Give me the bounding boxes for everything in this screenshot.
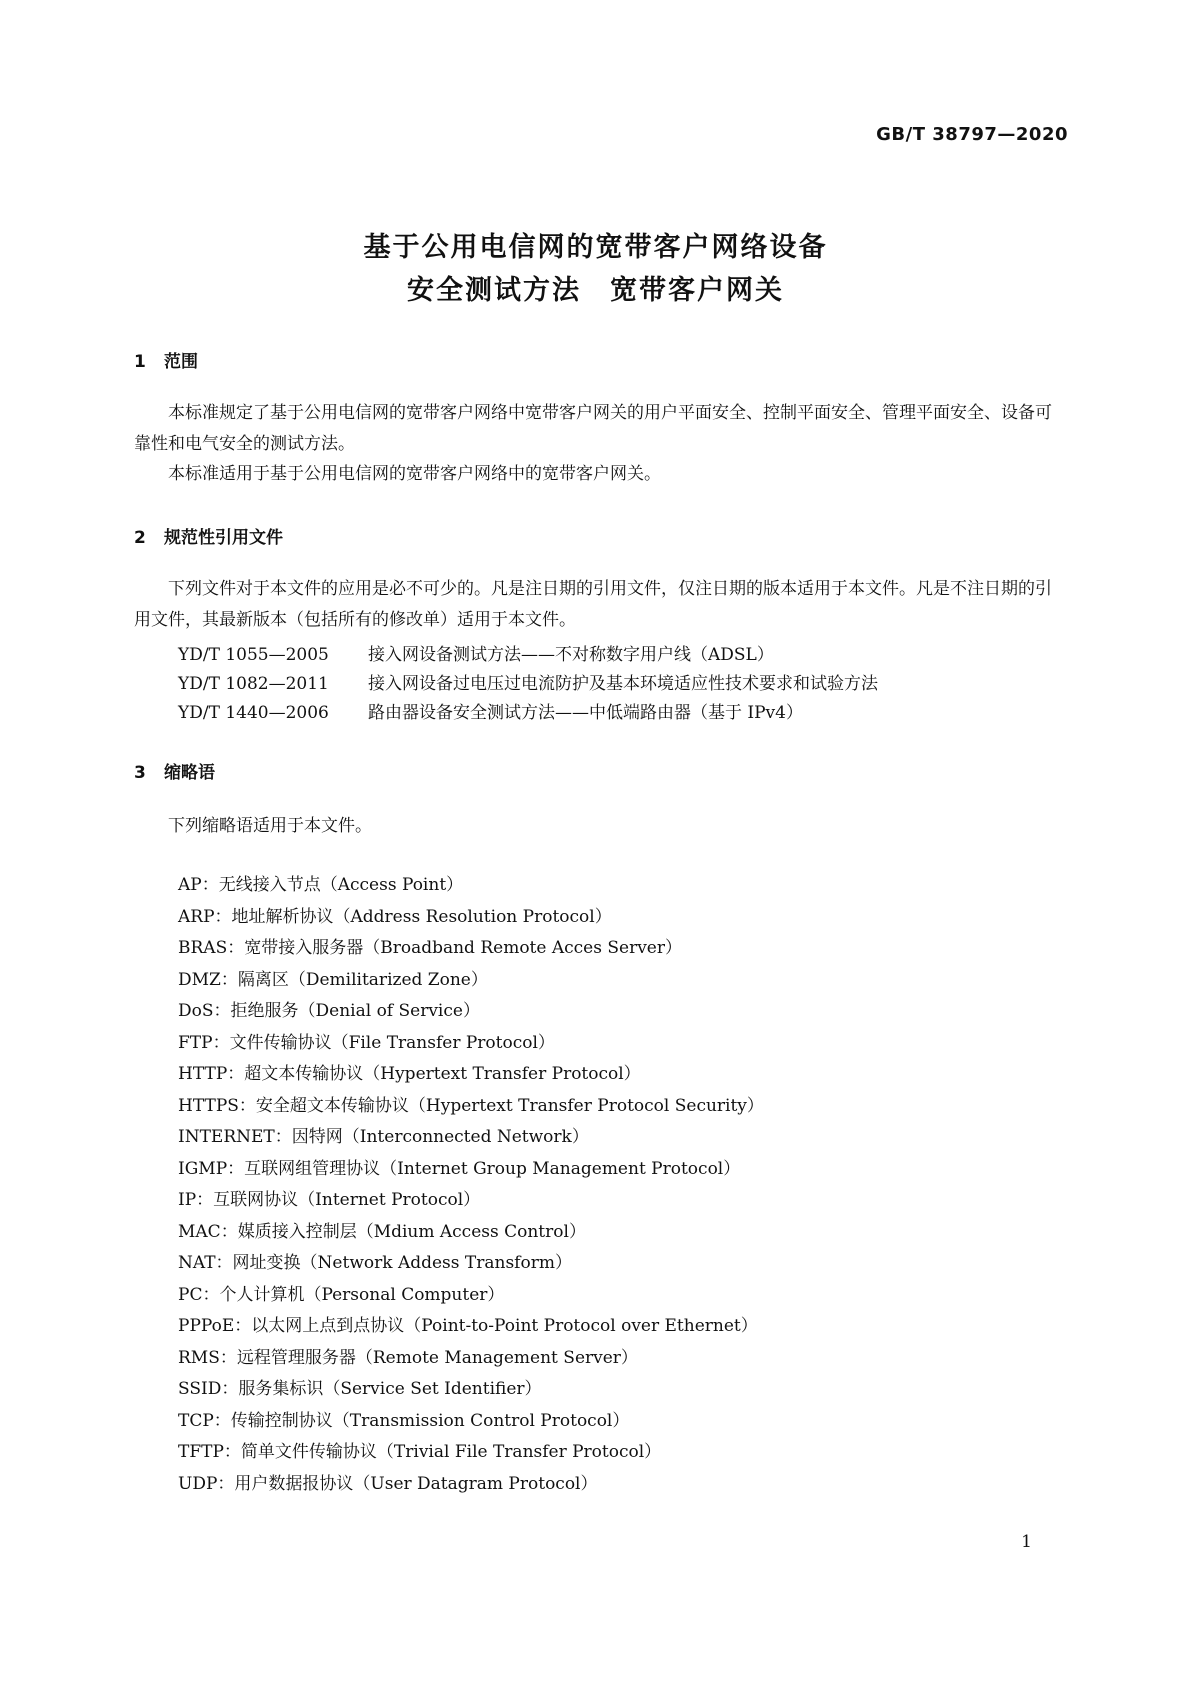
abbreviation-item: UDP：用户数据报协议（User Datagram Protocol）	[178, 1473, 598, 1494]
reference-code: YD/T 1082—2011	[178, 674, 329, 694]
section-3-number: 3	[134, 763, 146, 783]
document-title	[0, 226, 1191, 312]
abbreviation-item: IP：互联网协议（Internet Protocol）	[178, 1190, 481, 1210]
abbreviation-item: BRAS：宽带接入服务器（Broadband Remote Acces Server）	[178, 938, 682, 958]
abbreviation-item: ARP：地址解析协议（Address Resolution Protocol）	[178, 906, 612, 927]
abbreviation-item: HTTPS：安全超文本传输协议（Hypertext Transfer Protocol Security）	[178, 1095, 764, 1116]
page-number: 1	[1021, 1532, 1032, 1552]
abbreviation-item: DoS：拒绝服务（Denial of Service）	[178, 1001, 480, 1021]
section-2-number: 2	[134, 528, 146, 548]
abbreviation-item: IGMP：互联网组管理协议（Internet Group Management Protocol）	[178, 1158, 741, 1179]
abbreviation-item: INTERNET：因特网（Interconnected Network）	[178, 1127, 589, 1147]
reference-item	[178, 698, 803, 723]
scope-paragraph-1: 本标准规定了基于公用电信网的宽带客户网络中宽带客户网关的用户平面安全、控制平面安全、管理平面安全、设备可靠性和电气安全的测试方法。	[134, 403, 1052, 454]
section-1-heading	[134, 347, 198, 372]
abbreviation-item: FTP：文件传输协议（File Transfer Protocol）	[178, 1032, 555, 1053]
reference-item	[178, 669, 878, 694]
abbreviation-item: AP：无线接入节点（Access Point）	[178, 875, 464, 895]
abbreviation-item: TFTP：简单文件传输协议（Trivial File Transfer Protocol）	[178, 1442, 662, 1462]
reference-title: 接入网设备过电压过电流防护及基本环境适应性技术要求和试验方法	[368, 674, 878, 694]
section-1-title: 范围	[164, 352, 198, 372]
reference-code: YD/T 1440—2006	[178, 703, 329, 723]
abbreviation-item: HTTP：超文本传输协议（Hypertext Transfer Protocol）	[178, 1064, 641, 1084]
abbreviation-item: PC：个人计算机（Personal Computer）	[178, 1284, 505, 1305]
abbreviation-list	[178, 870, 764, 1500]
section-3-heading	[134, 758, 215, 783]
section-2-title: 规范性引用文件	[164, 528, 283, 548]
reference-item	[178, 640, 774, 665]
standard-code: GB/T 38797—2020	[876, 124, 1068, 145]
abbreviation-item: PPPoE：以太网上点到点协议（Point-to-Point Protocol over Ethernet）	[178, 1316, 758, 1336]
section-1-number: 1	[134, 352, 146, 372]
section-3-title: 缩略语	[164, 763, 215, 783]
references-intro: 下列文件对于本文件的应用是必不可少的。凡是注日期的引用文件，仅注日期的版本适用于本文件。凡是不注日期的引用文件，其最新版本（包括所有的修改单）适用于本文件。	[134, 579, 1052, 630]
reference-code: YD/T 1055—2005	[178, 645, 329, 665]
title-line-2: 安全测试方法 宽带客户网关	[407, 275, 784, 306]
reference-title: 路由器设备安全测试方法——中低端路由器（基于 IPv4）	[368, 703, 803, 723]
title-line-1: 基于公用电信网的宽带客户网络设备	[363, 232, 828, 263]
section-2-heading	[134, 523, 283, 548]
abbreviation-item: TCP：传输控制协议（Transmission Control Protocol）	[178, 1410, 630, 1431]
scope-paragraph-2: 本标准适用于基于公用电信网的宽带客户网络中的宽带客户网关。	[168, 464, 661, 484]
reference-title: 接入网设备测试方法——不对称数字用户线（ADSL）	[368, 645, 774, 665]
abbreviation-item: DMZ：隔离区（Demilitarized Zone）	[178, 969, 488, 990]
abbreviation-item: SSID：服务集标识（Service Set Identifier）	[178, 1379, 542, 1399]
abbreviation-item: NAT：网址变换（Network Addess Transform）	[178, 1253, 572, 1273]
abbreviation-item: MAC：媒质接入控制层（Mdium Access Control）	[178, 1221, 586, 1242]
abbreviation-item: RMS：远程管理服务器（Remote Management Server）	[178, 1347, 638, 1368]
abbreviations-intro: 下列缩略语适用于本文件。	[168, 816, 372, 836]
